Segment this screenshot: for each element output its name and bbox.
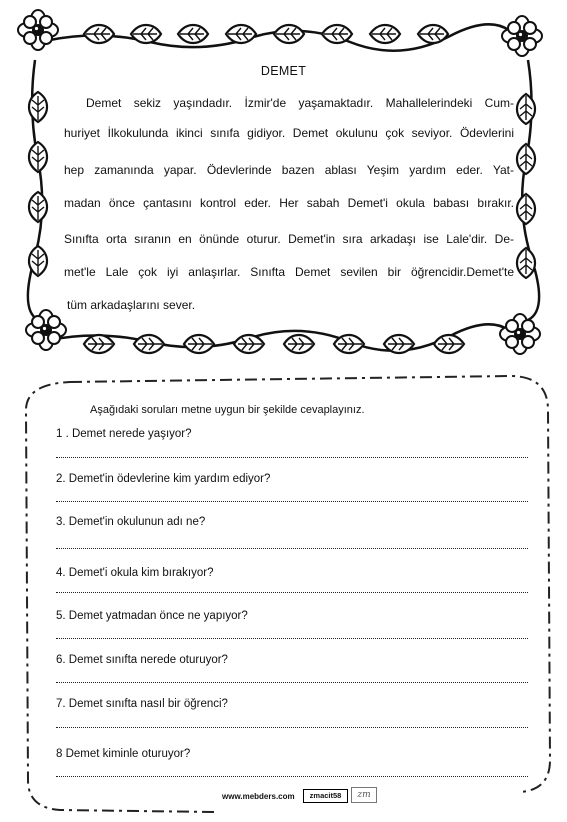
leaf-icon <box>234 335 264 353</box>
story-title: DEMET <box>260 64 307 78</box>
leaf-icon <box>322 25 352 43</box>
answer-line-2[interactable] <box>56 501 528 502</box>
leaf-icon <box>370 25 400 43</box>
leaf-icon <box>134 335 164 353</box>
leaf-icon <box>184 335 214 353</box>
answer-line-7[interactable] <box>56 727 528 728</box>
leaf-icon <box>284 335 314 353</box>
answer-line-8[interactable] <box>56 776 528 777</box>
flower-icon <box>18 10 58 50</box>
footer-signature: zm <box>351 787 377 803</box>
questions-border <box>26 376 550 812</box>
story-line: Demet sekiz yaşındadır. İzmir'de yaşamaktadır. Mahallelerindeki Cum- <box>86 96 514 110</box>
footer-url: www.mebders.com <box>222 792 295 801</box>
leaf-icon <box>226 25 256 43</box>
question-2: 2. Demet'in ödevlerine kim yardım ediyor? <box>56 473 271 485</box>
story-line: tüm arkadaşlarını sever. <box>67 298 196 312</box>
story-line: Sınıfta orta sıranın en önünde oturur. Demet'in sıra arkadaşı ise Lale'dir. De- <box>64 232 514 246</box>
answer-line-5[interactable] <box>56 638 528 639</box>
instruction-text: Aşağıdaki soruları metne uygun bir şekilde cevaplayınız. <box>90 404 365 416</box>
leaf-icon <box>84 335 114 353</box>
answer-line-4[interactable] <box>56 592 528 593</box>
leaf-icon <box>29 246 47 276</box>
story-line: huriyet İlkokulunda ikinci sınıfa gidiyor. Demet okulunu çok seviyor. Ödevlerini <box>64 126 514 140</box>
question-8: 8 Demet kiminle oturuyor? <box>56 748 191 760</box>
answer-line-3[interactable] <box>56 548 528 549</box>
leaf-icon <box>418 25 448 43</box>
leaf-icon <box>384 335 414 353</box>
leaf-icon <box>131 25 161 43</box>
question-3: 3. Demet'in okulunun adı ne? <box>56 516 206 528</box>
leaf-icon <box>517 248 535 278</box>
leaf-icon <box>274 25 304 43</box>
question-7: 7. Demet sınıfta nasıl bir öğrenci? <box>56 698 228 710</box>
leaf-icon <box>84 25 114 43</box>
question-1: 1 . Demet nerede yaşıyor? <box>56 428 192 440</box>
story-line: hep zamanında yapar. Ödevlerinde bazen ablası Yeşim yardım eder. Yat- <box>64 163 514 177</box>
question-4: 4. Demet'i okula kim bırakıyor? <box>56 567 214 579</box>
leaf-icon <box>517 144 535 174</box>
answer-line-6[interactable] <box>56 682 528 683</box>
flower-icon <box>502 16 542 56</box>
question-5: 5. Demet yatmadan önce ne yapıyor? <box>56 610 248 622</box>
answer-line-1[interactable] <box>56 457 528 458</box>
leaf-icon <box>29 142 47 172</box>
footer-code: zmacit58 <box>303 789 348 803</box>
leaf-icon <box>178 25 208 43</box>
question-6: 6. Demet sınıfta nerede oturuyor? <box>56 654 228 666</box>
leaf-icon <box>517 94 535 124</box>
story-line: met'le Lale çok iyi anlaşırlar. Sınıfta Demet sevilen bir öğrencidir.Demet'te <box>64 265 514 279</box>
leaf-icon <box>29 92 47 122</box>
leaf-icon <box>334 335 364 353</box>
flower-icon <box>500 314 540 354</box>
leaf-icon <box>517 194 535 224</box>
story-line: madan önce çantasını kontrol eder. Her sabah Demet'i okula babası bırakır. <box>64 196 514 210</box>
leaf-icon <box>434 335 464 353</box>
leaf-icon <box>29 192 47 222</box>
